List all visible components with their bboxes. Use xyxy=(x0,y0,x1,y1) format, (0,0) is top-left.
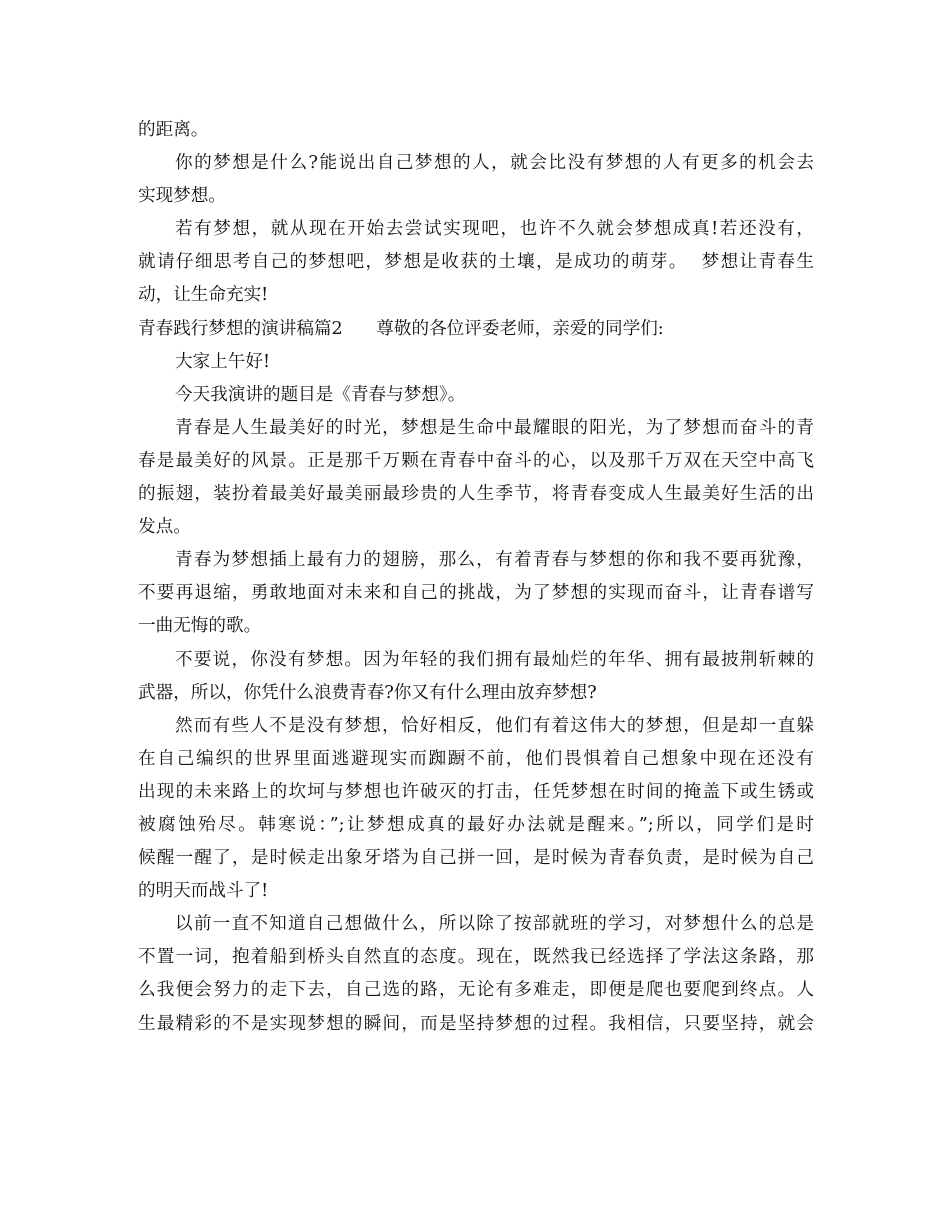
text-line: 不要说，你没有梦想。因为年轻的我们拥有最灿烂的年华、拥有最披荆斩棘的 xyxy=(175,649,814,670)
text-line: 武器，所以，你凭什么浪费青春?你又有什么理由放弃梦想? xyxy=(138,682,597,703)
text-line: 实现梦想。 xyxy=(138,186,226,207)
text-line: 在自己编织的世界里面逃避现实而踟蹰不前，他们畏惧着自己想象中现在还没有 xyxy=(138,748,814,769)
text-line: 青春践行梦想的演讲稿篇2 尊敬的各位评委老师，亲爱的同学们: xyxy=(138,318,664,339)
text-line: 青春是人生最美好的时光，梦想是生命中最耀眼的阳光，为了梦想而奋斗的青 xyxy=(175,417,814,438)
text-line: 以前一直不知道自己想做什么，所以除了按部就班的学习，对梦想什么的总是 xyxy=(175,914,814,935)
text-line: 不要再退缩，勇敢地面对未来和自己的挑战，为了梦想的实现而奋斗，让青春谱写 xyxy=(138,583,814,604)
text-line: 大家上午好! xyxy=(175,351,271,372)
text-line: 出现的未来路上的坎坷与梦想也许破灭的打击，任凭梦想在时间的掩盖下或生锈或 xyxy=(138,781,814,802)
text-line: 动，让生命充实! xyxy=(138,285,269,306)
text-line: 就请仔细思考自己的梦想吧，梦想是收获的土壤，是成功的萌芽。 梦想让青春生 xyxy=(138,252,814,273)
text-line: 的振翅，装扮着最美好最美丽最珍贵的人生季节，将青春变成人生最美好生活的出 xyxy=(138,484,814,505)
text-line: 生最精彩的不是实现梦想的瞬间，而是坚持梦想的过程。我相信，只要坚持，就会 xyxy=(138,1013,814,1034)
text-line: 不置一词，抱着船到桥头自然直的态度。现在，既然我已经选择了学法这条路，那 xyxy=(138,947,814,968)
text-line: 被腐蚀殆尽。韩寒说：”;让梦想成真的最好办法就是醒来。”;所以，同学们是时 xyxy=(138,814,814,835)
text-line: 的明天而战斗了! xyxy=(138,881,269,902)
text-line: 发点。 xyxy=(138,517,191,538)
text-line: 你的梦想是什么?能说出自己梦想的人，就会比没有梦想的人有更多的机会去 xyxy=(175,153,814,174)
text-line: 今天我演讲的题目是《青春与梦想》。 xyxy=(175,384,466,405)
text-line: 春是最美好的风景。正是那千万颗在青春中奋斗的心，以及那千万双在天空中高飞 xyxy=(138,450,814,471)
text-line: 青春为梦想插上最有力的翅膀，那么，有着青春与梦想的你和我不要再犹豫， xyxy=(175,550,814,571)
text-line: 若有梦想，就从现在开始去尝试实现吧，也许不久就会梦想成真!若还没有， xyxy=(175,219,814,240)
text-line: 的距离。 xyxy=(138,120,209,140)
text-line: 一曲无悔的歌。 xyxy=(138,616,262,637)
text-line: 候醒一醒了，是时候走出象牙塔为自己拼一回，是时候为青春负责，是时候为自己 xyxy=(138,848,814,869)
text-line: 然而有些人不是没有梦想，恰好相反，他们有着这伟大的梦想，但是却一直躲 xyxy=(175,715,814,736)
text-line: 么我便会努力的走下去，自己选的路，无论有多难走，即便是爬也要爬到终点。人 xyxy=(138,980,814,1001)
document-body xyxy=(138,114,814,1041)
